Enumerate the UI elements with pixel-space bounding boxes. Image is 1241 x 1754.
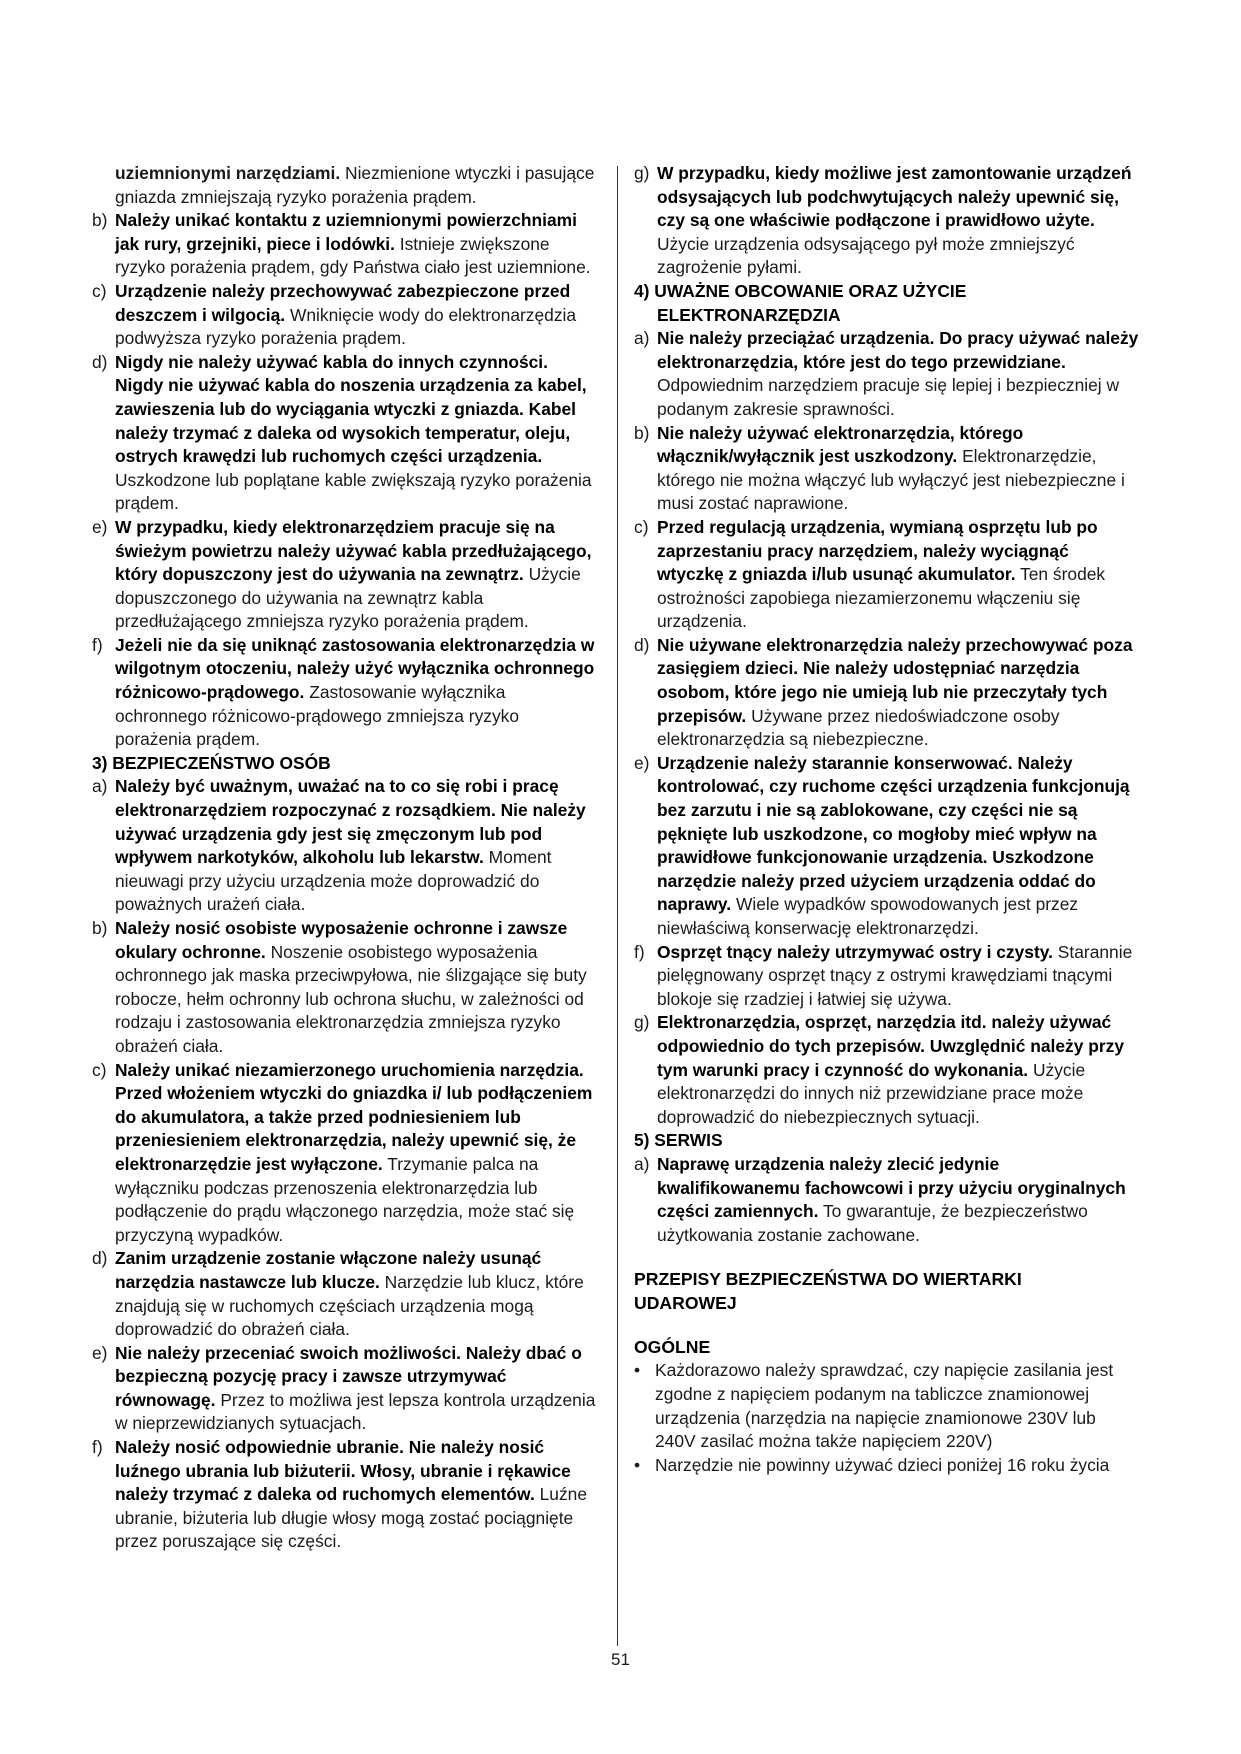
emphasis: Nie należy przeceniać swoich możliwości. Należy dbać o bezpieczną pozycję pracy i zawsze utrzymywać równowagę. [115,1342,582,1410]
continued-paragraph [92,162,597,209]
emphasis: Należy unikać kontaktu z uziemnionymi powierzchniami jak rury, grzejniki, piece i lodówki. [115,210,577,254]
item-label: a) [634,1153,650,1174]
item-label: b) [634,422,650,443]
body-text: Narzędzie lub klucz, które znajdują się w ruchomych częściach urządzenia mogą doprowadzić do obrażeń ciała. [115,1271,584,1340]
emphasis: Należy unikać niezamierzonego uruchomienia narzędzia. Przed włożeniem wtyczki do gniazdka i/ lub podłączeniem do akumulatora, a także przed podniesieniem lub przeniesieniem elektronarzędzia, należy upewnić się, że elektronarzędzie jest wyłączone. [115,1059,593,1174]
emphasis: W przypadku, kiedy możliwe jest zamontowanie urządzeń odsysających lub podchwytujących należy upewnić się, czy są one właściwie podłączone i prawidłowo użyte. [657,163,1132,231]
list-item [92,516,597,634]
body-text: Zastosowanie wyłącznika ochronnego różnicowo-prądowego zmniejsza ryzyko porażenia prądem. [115,682,520,750]
left-column [92,162,597,1554]
body-text: Użycie elektronarzędzi do innych niż przewidziane prace może doprowadzić do niebezpiecznych sytuacji. [657,1059,1086,1127]
section-heading-tool-use [634,280,1139,327]
emphasis: Należy nosić osobiste wyposażenie ochronne i zawsze okulary ochronne. [115,918,568,962]
item-label: d) [92,351,108,372]
list-item [92,634,597,752]
item-label: d) [92,1248,108,1269]
body-text: Używane przez niedoświadczone osoby elektronarzędzia są niebezpieczne. [657,705,1060,750]
list-item [634,1153,1139,1247]
page-number: 51 [611,1650,630,1669]
item-label: b) [92,918,108,938]
item-label: b) [92,210,108,231]
list-item [92,280,597,351]
list-item [634,422,1139,516]
body-text: Niezmienione wtyczki i pasujące gniazda zmniejszają ryzyko porażenia prądem. [115,163,595,207]
item-label: g) [634,1012,650,1033]
list-item [92,1342,597,1436]
item-label: c) [92,280,107,301]
item-label: f) [634,941,645,962]
section-heading-line: ELEKTRONARZĘDZIA [657,304,841,325]
emphasis: Elektronarzędzia, osprzęt, narzędzia itd. należy używać odpowiednio do tych przepisów. Uwzględnić należy przy tym warunki pracy i czynność do wykonania. [657,1012,1125,1080]
bullet-mark: • [634,1454,641,1475]
body-text: Użycie urządzenia odsysającego pył może zmniejszyć zagrożenie pyłami. [657,233,1075,278]
body-text: Trzymanie palca na wyłączniku podczas przenoszenia elektronarzędzia lub podłączenie do prądu włączonego narzędzia, może stać się przyczyną wypadków. [115,1153,575,1245]
body-text: Przez to możliwa jest lepsza kontrola urządzenia w nieprzewidzianych sytuacjach. [115,1389,596,1434]
right-column [634,162,1139,1477]
list-item [634,634,1139,752]
body-text: Użycie dopuszczonego do używania na zewnątrz kabla przedłużającego zmniejsza ryzyko porażenia prądem. [115,564,581,632]
list-item [634,162,1139,280]
emphasis: Nie należy używać elektronarzędzia, którego włącznik/wyłącznik jest uszkodzony. [657,422,1024,467]
item-label: c) [92,1059,107,1080]
body-text: Wiele wypadków spowodowanych jest przez niewłaściwą konserwację elektronarzędzi. [657,894,1079,938]
section-heading-personal-safety: 3) BEZPIECZEŃSTWO OSÓB [92,752,331,773]
body-text: Każdorazowo należy sprawdzać, czy napięcie zasilania jest zgodne z napięciem podanym na tabliczce znamionowej urządzenia (narzędzia na napięcie znamionowe 230V lub 240V zasilać można także napięciem 220V) [655,1360,1114,1452]
emphasis: Urządzenie należy starannie konserwować. Należy kontrolować, czy ruchome części urządzenia funkcjonują bez zarzutu i nie są zablokowane, czy części nie są pęknięte lub uszkodzone, co mogłoby mieć wpływ na prawidłowe funkcjonowanie urządzenia. Uszkodzone narzędzie należy przed użyciem urządzenia oddać do naprawy. [657,752,1130,915]
emphasis: Należy być uważnym, uważać na to co się robi i pracę elektronarzędziem rozpoczynać z rozsądkiem. Nie należy używać urządzenia gdy jest się zmęczonym lub pod wpływem narkotyków, alkoholu lub lekarstw. [115,776,586,868]
emphasis: Naprawę urządzenia należy zlecić jedynie kwalifikowanemu fachowcowi i przy użyciu oryginalnych części zamiennych. [657,1153,1126,1222]
general-heading: OGÓLNE [634,1337,711,1358]
item-label: e) [92,516,108,537]
item-label: a) [634,328,650,349]
list-item [92,351,597,516]
emphasis: Jeżeli nie da się uniknąć zastosowania elektronarzędzia w wilgotnym otoczeniu, należy użyć wyłącznika ochronnego różnicowo-prądowego. [115,634,595,703]
bullet-mark: • [634,1360,641,1381]
body-text: Narzędzie nie powinny używać dzieci poniżej 16 roku życia [655,1454,1110,1475]
list-item [92,1247,597,1341]
body-text: Istnieje zwiększone ryzyko porażenia prądem, gdy Państwa ciało jest uziemnione. [115,233,591,278]
body-text: Odpowiednim narzędziem pracuje się lepiej i bezpieczniej w podanym zakresie sprawności. [657,375,1120,419]
body-text: Starannie pielęgnowany osprzęt tnący z ostrymi krawędziami tnącymi blokoje się rzadziej i łatwiej się używa. [657,941,1133,1009]
column-divider [617,166,618,1646]
spacer [634,1315,1139,1335]
section-heading-line: 4) UWAŻNE OBCOWANIE ORAZ UŻYCIE [634,280,967,301]
emphasis: Nigdy nie należy używać kabla do innych czynności. Nigdy nie używać kabla do noszenia urządzenia za kabel, zawieszenia lub do wyciągania wtyczki z gniazda. Kabel należy trzymać z daleka od wysokich temperatur, oleju, ostrych krawędzi lub ruchomych części urządzenia. [115,351,587,467]
emphasis: Należy nosić odpowiednie ubranie. Nie należy nosić luźnego ubrania lub biżuterii. Włosy, ubranie i rękawice należy trzymać z daleka od ruchomych elementów. [115,1437,571,1505]
list-item [92,1436,597,1554]
item-label: a) [92,776,108,797]
emphasis: uziemnionymi narzędziami. [115,163,341,183]
body-text: Elektronarzędzie, którego nie można włączyć lub wyłączyć jest niebezpieczne i musi zostać naprawione. [657,446,1125,514]
emphasis: Nie należy przeciążać urządzenia. Do pracy używać należy elektronarzędzia, które jest do tego przewidziane. [657,328,1139,372]
list-item [634,516,1139,634]
list-item [634,941,1139,1012]
item-label: d) [634,634,650,655]
item-label: g) [634,163,650,183]
emphasis: W przypadku, kiedy elektronarzędziem pracuje się na świeżym powietrzu należy używać kabla przedłużającego, który dopuszczony jest do używania na zewnątrz. [115,516,592,585]
list-item [634,752,1139,941]
list-item [92,1059,597,1248]
emphasis: Osprzęt tnący należy utrzymywać ostry i czysty. [657,941,1053,962]
bullet-item [634,1454,1139,1478]
drill-safety-heading-line: UDAROWEJ [634,1293,737,1314]
body-text: Wniknięcie wody do elektronarzędzia podwyższa ryzyko porażenia prądem. [115,304,577,349]
item-label: e) [92,1342,108,1363]
drill-safety-heading [634,1267,1139,1315]
body-text: Luźne ubranie, biżuteria lub długie włosy mogą zostać pociągnięte przez poruszające się części. [115,1484,587,1552]
item-label: f) [92,634,103,655]
emphasis: Urządzenie należy przechowywać zabezpieczone przed deszczem i wilgocią. [115,280,571,325]
emphasis: Przed regulacją urządzenia, wymianą osprzętu lub po zaprzestaniu pracy narzędziem, należy wyciągnąć wtyczkę z gniazda i/lub usunąć akumulator. [657,516,1098,585]
body-text: Noszenie osobistego wyposażenia ochronnego jak maska przeciwpyłowa, nie ślizgające się buty robocze, hełm ochronny lub ochrona słuchu, w zależności od rodzaju i zastosowania elektronarzędzia zmniejsza ryzyko obrażeń ciała. [115,941,587,1056]
emphasis: Zanim urządzenie zostanie włączone należy usunąć narzędzia nastawcze lub klucze. [115,1248,542,1292]
emphasis: Nie używane elektronarzędzia należy przechowywać poza zasięgiem dzieci. Nie należy udostępniać narzędzia osobom, które jego nie umieją lub nie przeczytały tych przepisów. [657,634,1133,726]
list-item [634,1011,1139,1129]
list-item [92,775,597,917]
list-item [92,917,597,1059]
body-text: Moment nieuwagi przy użyciu urządzenia może doprowadzić do poważnych urażeń ciała. [115,847,552,915]
body-text: Ten środek ostrożności zapobiega niezamierzonemu włączeniu się urządzenia. [657,564,1106,632]
list-item [634,327,1139,421]
bullet-item [634,1359,1139,1453]
body-text: To gwarantuje, że bezpieczeństwo użytkowania zostanie zachowane. [657,1201,1088,1245]
item-label: c) [634,516,649,537]
drill-safety-heading-line: PRZEPISY BEZPIECZEŃSTWA DO WIERTARKI [634,1269,1022,1290]
body-text: Uszkodzone lub poplątane kable zwiększają ryzyko porażenia prądem. [115,469,592,514]
item-label: f) [92,1437,103,1458]
item-label: e) [634,752,650,773]
section-heading-service: 5) SERWIS [634,1130,723,1151]
list-item [92,209,597,280]
spacer [634,1247,1139,1267]
